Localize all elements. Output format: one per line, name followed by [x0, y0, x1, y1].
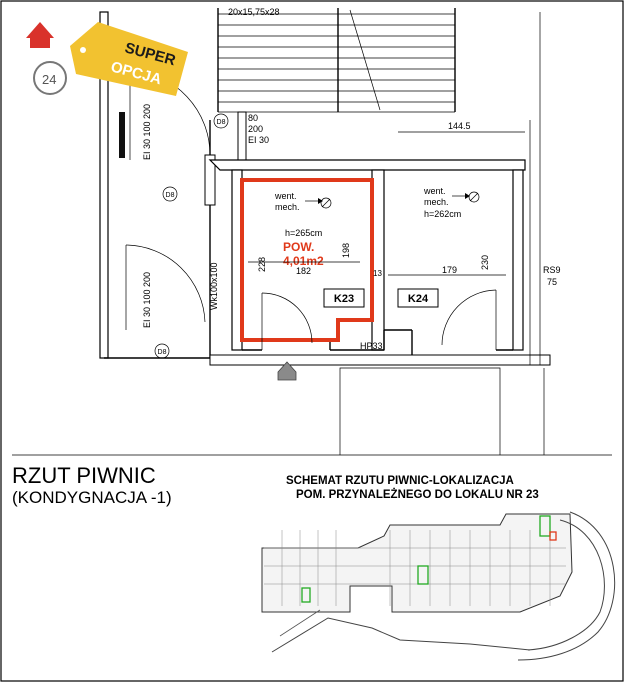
plan-title: RZUT PIWNIC	[12, 463, 156, 488]
k23-area-value: 4,01m2	[283, 254, 324, 268]
marker-d8-upper-label: D8	[165, 192, 175, 199]
scheme-title-line-2: POM. PRZYNALEŻNEGO DO LOKALU NR 23	[296, 489, 539, 501]
logo-word-1: SUPER	[122, 39, 178, 70]
door-dim-1: 80	[248, 113, 259, 123]
logo-word-2: OPCJA	[108, 58, 164, 89]
rs9-value: 75	[547, 277, 558, 287]
door-label-upper: EI 30 100 200	[142, 103, 152, 160]
k24-dim-179: 179	[442, 265, 458, 275]
scheme-title-line-1: SCHEMAT RZUTU PIWNIC-LOKALIZACJA	[286, 475, 514, 487]
vent-label: Wk100x100	[209, 262, 219, 310]
plan-subtitle: (KONDYGNACJA -1)	[12, 488, 172, 507]
rs9-label: RS9	[543, 265, 561, 275]
door-dim-2: 200	[248, 124, 264, 134]
page-number: 24	[42, 72, 57, 87]
k23-vent-label-2: mech.	[275, 202, 300, 212]
door-label-lower: EI 30 100 200	[142, 271, 152, 328]
door-dim-3: EI 30	[248, 135, 270, 145]
marker-d8-top-label: D8	[216, 119, 226, 126]
wall-dim-13: 13	[373, 269, 382, 278]
k24-dim-230: 230	[480, 254, 490, 270]
wall-marker	[119, 112, 125, 158]
k24-height: h=262cm	[424, 209, 462, 219]
corridor-dimension: 144.5	[448, 121, 471, 131]
hp33-label: HP33	[360, 341, 383, 351]
marker-d8-lower-label: D8	[157, 349, 167, 356]
k24-tag: K24	[407, 293, 429, 305]
k23-dim-198: 198	[341, 242, 351, 258]
k23-area-label: POW.	[283, 240, 315, 254]
k23-vent-label-1: went.	[275, 191, 297, 201]
k23-dim-228: 228	[257, 256, 267, 272]
k23-dim-182: 182	[296, 266, 312, 276]
k24-vent-label-1: went.	[424, 186, 446, 196]
k23-tag: K23	[333, 293, 355, 305]
stair-dimension-label: 20x15,75x28	[228, 7, 280, 17]
k24-vent-label-2: mech.	[424, 197, 449, 207]
k23-height: h=265cm	[285, 228, 323, 238]
